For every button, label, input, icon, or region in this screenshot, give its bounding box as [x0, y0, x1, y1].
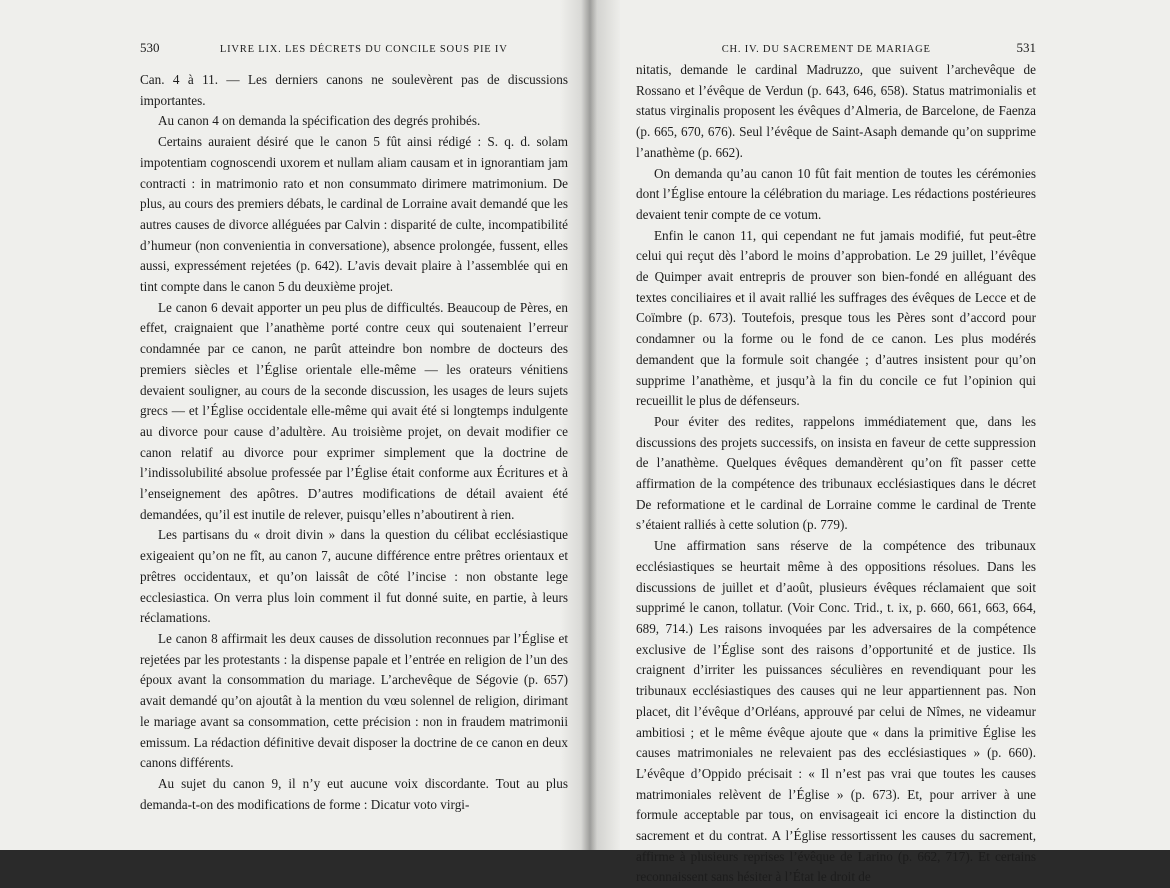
paragraph: Le canon 8 affirmait les deux causes de dissolution reconnues par l’Église et rejetées par les protestants : la dispense papale et l’entrée en religion de l’un des époux avant la consommation du mariage. L’archevêque de Ségovie (p. 657) avait demandé qu’on ajoutât à la mention du vœu solennel de religion, dirimant le mariage avant sa consommation, cette précision : non in fraudem matrimonii emissum. La rédaction définitive devait disposer la doctrine de ce canon en deux canons différents.	[140, 630, 568, 771]
paragraph: Pour éviter des redites, rappelons immédiatement que, dans les discussions des projets successifs, on insista en faveur de cette suppression de l’anathème. Quelques évêques demandèrent qu’on fît passer cette affirmation de la compétence des tribunaux ecclésiastiques dans le décret De reformatione et le cardinal de Lorraine comme le cardinal de Trente s’étaient ralliés à cette solution (p. 779).	[636, 413, 1036, 533]
left-page-body	[140, 70, 568, 815]
left-page	[140, 40, 568, 815]
paragraph: nitatis, demande le cardinal Madruzzo, que suivent l’archevêque de Rossano et l’évêque de Verdun (p. 643, 646, 658). Status matrimonialis et status virginalis proposent les évêques d’Almeria, de Barcelone, de Faenza (p. 665, 670, 676). Seul l’évêque de Saint-Asaph demande qu’on supprime l’anathème (p. 662).	[636, 62, 1036, 160]
left-running-head	[140, 40, 568, 60]
right-page-number: 531	[1016, 40, 1036, 55]
paragraph: Enfin le canon 11, qui cependant ne fut jamais modifié, fut peut-être celui qui reçut dès l’abord le moins d’approbation. Le 29 juillet, l’évêque de Quimper avait entrepris de prouver son bien-fondé en alléguant des textes conciliaires et il avait rallié les suffrages des évêques de Lecce et de Coïmbre (p. 673). Toutefois, presque tous les Pères sont d’accord pour condamner ou la forme ou le fond de ce canon. Les plus modérés demandent que la formule soit changée ; d’autres insistent pour qu’on supprime l’anathème, et jusqu’à la fin du concile ce fut l’opinion qui recueillit le plus de défenseurs.	[636, 227, 1036, 409]
paragraph: Le canon 6 devait apporter un peu plus de difficultés. Beaucoup de Pères, en effet, craignaient que l’anathème porté contre ceux qui soutenaient l’erreur condamnée par ce canon, ne parût atteindre bon nombre de docteurs des premiers siècles et l’Église orientale elle-même — les orateurs vénitiens devaient souligner, au cours de la seconde discussion, les usages de leurs sujets grecs — et l’Église occidentale elle-même qui avait été si longtemps indulgente au divorce pour cause d’adultère. Au troisième projet, on devait modifier ce canon relatif au divorce pour exprimer simplement que la doctrine de l’indissolubilité absolue professée par l’Église était conforme aux Écritures et à l’enseignement des apôtres. D’autres modifications de détail avaient été demandées, qu’il est inutile de relever, puisqu’elles n’aboutirent à rien.	[140, 299, 568, 522]
right-page	[636, 40, 1036, 888]
left-page-number: 530	[140, 40, 160, 55]
right-header-title: CH. IV. DU SACREMENT DE MARIAGE	[721, 44, 931, 55]
left-header-title: LIVRE LIX. LES DÉCRETS DU CONCILE SOUS PIE IV	[219, 44, 508, 55]
paragraph: Certains auraient désiré que le canon 5 fût ainsi rédigé : S. q. d. solam impotentiam cognoscendi uxorem et nullam aliam causam et in ignorantiam jam contracti : in matrimonio rato et non consummato dirimere matrimonium. De plus, au cours des premiers débats, le cardinal de Lorraine avait demandé que les autres causes de divorce alléguées par Calvin : disparité de culte, incompatibilité d’humeur (non convenientia in conversatione), absence prolongée, fussent, elles aussi, expressément rejetées (p. 642). L’avis devait plaire à l’assemblée qui en tint compte dans le canon 5 du deuxième projet.	[140, 134, 568, 295]
paragraph: Au canon 4 on demanda la spécification des degrés prohibés.	[158, 113, 481, 129]
paragraph: Une affirmation sans réserve de la compétence des tribunaux ecclésiastiques se heurtait même à des oppositions résolues. Dans les discussions de juillet et d’août, plusieurs évêques réclamaient que soit supprimé le canon, tollatur. (Voir Conc. Trid., t. ix, p. 660, 661, 663, 664, 689, 714.) Les raisons invoquées par les adversaires de la compétence exclusive de l’Église sont des raisons d’opportunité et de justice. Ils craignent d’irriter les puissances séculières en revendiquant pour les tribunaux ecclésiastiques des causes qui ne leur appartiennent pas. Non placet, dit l’évêque d’Orléans, approuvé par celui de Nîmes, ne videamur ambitiosi ; et le même évêque ajoute que « dans la primitive Église les causes matrimoniales ne relevaient pas des ecclésiastiques » (p. 660). L’évêque d’Oppido précisait : « Il n’est pas vrai que toutes les causes matrimoniales relèvent de l’Église » (p. 673). Et, pour arriver à une formule acceptable par tous, on envisageait ici encore la distinction du sacrement et du contrat. A l’Église ressortissent les causes du sacrement, affirme à plusieurs reprises l’évêque de Larino (p. 662, 717). Et certains reconnaissent sans hésiter à l’État le droit de	[636, 538, 1036, 885]
paragraph: Can. 4 à 11. — Les derniers canons ne soulevèrent pas de discussions importantes.	[140, 72, 568, 108]
paragraph: Au sujet du canon 9, il n’y eut aucune voix discordante. Tout au plus demanda-t-on des modifications de forme : Dicatur voto virgi-	[140, 775, 568, 812]
paragraph: Les partisans du « droit divin » dans la question du célibat ecclésiastique exigeaient qu’on ne fît, au canon 7, aucune différence entre prêtres orientaux et prêtres occidentaux, et qu’on laissât de côté l’incise : non obstante lege ecclesiastica. On verra plus loin comment il fut donné suite, en partie, à leurs réclamations.	[140, 527, 568, 626]
paragraph: On demanda qu’au canon 10 fût fait mention de toutes les cérémonies dont l’Église entoure la célébration du mariage. Les rédactions postérieures devaient tenir compte de ce votum.	[636, 165, 1036, 222]
book-gutter	[560, 0, 620, 850]
right-running-head	[636, 40, 1036, 60]
right-page-body	[636, 60, 1036, 888]
